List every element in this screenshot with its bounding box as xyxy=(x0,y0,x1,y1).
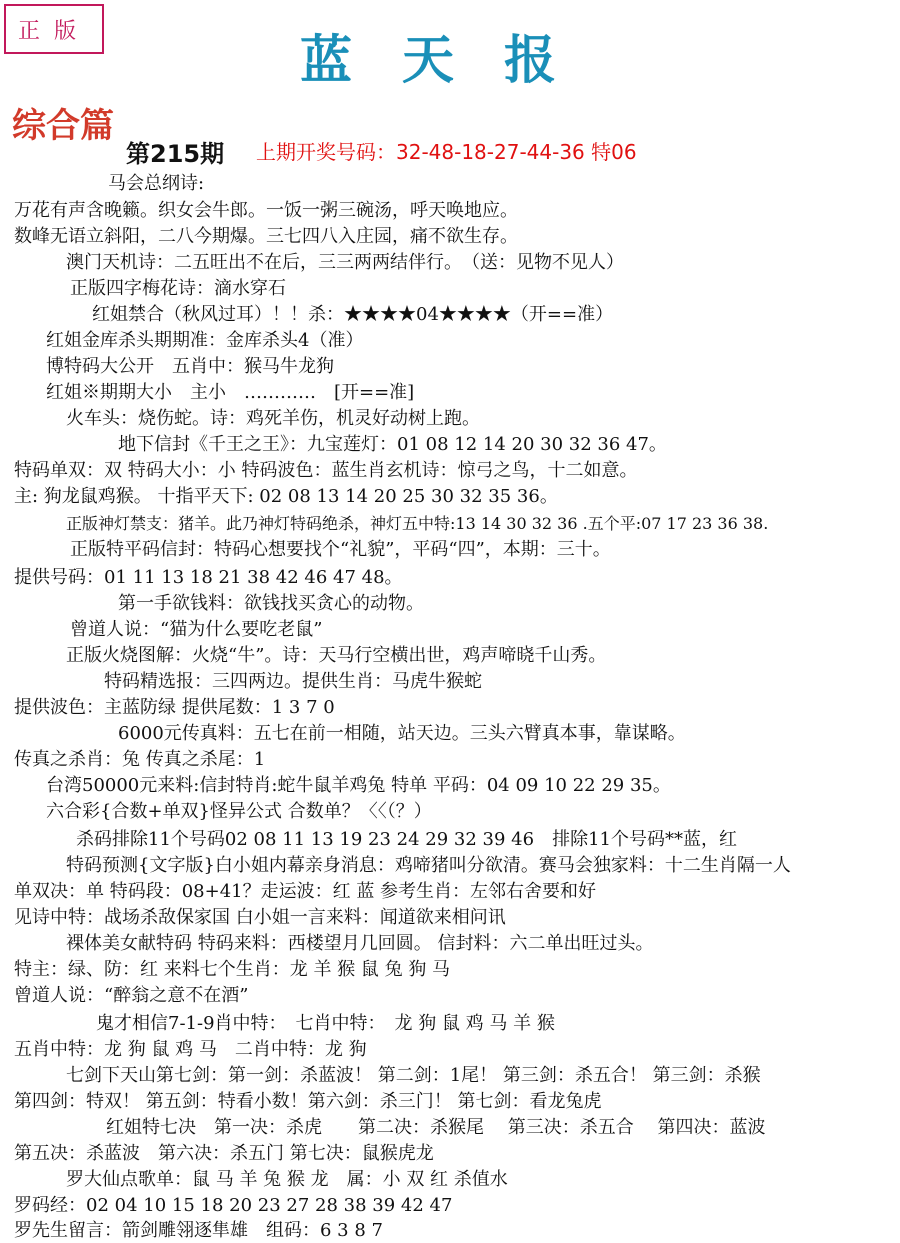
text-line: 正版火烧图解：火烧“牛”。诗：天马行空横出世，鸡声啼晓千山秀。 xyxy=(66,645,607,666)
text-line: 罗先生留言：箭剑雕翎逐隼雄 组码：6 3 8 7 xyxy=(14,1220,383,1241)
text-line: 曾道人说：“猫为什么要吃老鼠” xyxy=(70,619,323,640)
text-line: 红姐禁合（秋风过耳）！！杀：★★★★04★★★★（开==准） xyxy=(92,304,614,325)
text-line: 特码单双：双 特码大小：小 特码波色：蓝生肖玄机诗：惊弓之鸟，十二如意。 xyxy=(14,460,638,481)
text-line: 提供波色：主蓝防绿 提供尾数：1 3 7 0 xyxy=(14,697,335,718)
issue-number: 第215期 xyxy=(126,140,225,168)
text-line: 裸体美女献特码 特码来料：西楼望月几回圆。 信封料：六二单出旺过头。 xyxy=(66,933,654,954)
text-line: 杀码排除11个号码02 08 11 13 19 23 24 29 32 39 46 排除11个号码**蓝，红 xyxy=(76,829,737,850)
text-line: 特码预测{文字版}白小姐内幕亲身消息：鸡啼猪叫分欲清。赛马会独家料：十二生肖隔一人 xyxy=(66,855,791,876)
text-line: 五肖中特：龙 狗 鼠 鸡 马 二肖中特：龙 狗 xyxy=(14,1039,367,1060)
text-line: 见诗中特：战场杀敌保家国 白小姐一言来料：闻道欲来相问讯 xyxy=(14,907,506,928)
text-line: 罗大仙点歌单：鼠 马 羊 兔 猴 龙 属：小 双 红 杀值水 xyxy=(66,1169,508,1190)
text-line: 单双决：单 特码段：08+41？走运波：红 蓝 参考生肖：左邻右舍要和好 xyxy=(14,881,597,902)
text-line: 地下信封《千王之王》：九宝莲灯：01 08 12 14 20 30 32 36 47。 xyxy=(118,434,667,455)
text-line: 六合彩{合数+单双}怪异公式 合数单？〈〈（？） xyxy=(46,801,432,822)
text-line: 第五决：杀蓝波 第六决：杀五门 第七决：鼠猴虎龙 xyxy=(14,1143,434,1164)
text-line: 正版四字梅花诗：滴水穿石 xyxy=(70,278,286,299)
text-line: 罗码经：02 04 10 15 18 20 23 27 28 38 39 42 47 xyxy=(14,1195,453,1216)
newspaper-title: 蓝天报 xyxy=(300,31,607,91)
text-line: 马会总纲诗: xyxy=(108,173,205,194)
text-line: 6000元传真料：五七在前一相随，站天边。三头六臂真本事，靠谋略。 xyxy=(118,723,686,744)
text-line: 万花有声含晚籁。织女会牛郎。一饭一粥三碗汤，呼天唤地应。 xyxy=(14,200,518,221)
text-line: 第四剑：特双！ 第五剑：特看小数！第六剑：杀三门！ 第七剑：看龙兔虎 xyxy=(14,1091,602,1112)
text-line: 台湾50000元来料:信封特肖:蛇牛鼠羊鸡兔 特单 平码：04 09 10 22 29 35。 xyxy=(46,775,671,796)
text-line: 红姐特七决 第一决：杀虎 第二决：杀猴尾 第三决：杀五合 第四决：蓝波 xyxy=(106,1117,766,1138)
text-line: 数峰无语立斜阳，二八今期爆。三七四八入庄园，痛不欲生存。 xyxy=(14,226,518,247)
text-line: 曾道人说：“醉翁之意不在酒” xyxy=(14,985,249,1006)
text-line: 红姐※期期大小 主小 ………… [开==准] xyxy=(46,382,415,403)
text-line: 正版特平码信封：特码心想要找个“礼貌”，平码“四”，本期：三十。 xyxy=(70,539,611,560)
text-line: 红姐金库杀头期期准：金库杀头4（准） xyxy=(46,330,364,351)
genuine-badge: 正版 xyxy=(4,4,104,54)
text-line: 主: 狗龙鼠鸡猴。 十指平天下: 02 08 13 14 20 25 30 32 35 36。 xyxy=(14,486,558,507)
text-line: 澳门天机诗：二五旺出不在后，三三两两结伴行。 （送：见物不见人） xyxy=(66,252,624,273)
text-line: 特主：绿、防：红 来料七个生肖：龙 羊 猴 鼠 兔 狗 马 xyxy=(14,959,451,980)
text-line: 博特码大公开 五肖中：猴马牛龙狗 xyxy=(46,356,334,377)
text-line: 提供号码：01 11 13 18 21 38 42 46 47 48。 xyxy=(14,567,403,588)
section-title: 综合篇 xyxy=(12,106,114,146)
text-line: 鬼才相信7-1-9肖中特： 七肖中特： 龙 狗 鼠 鸡 马 羊 猴 xyxy=(96,1013,555,1034)
text-line: 特码精选报：三四两边。提供生肖：马虎牛猴蛇 xyxy=(104,671,482,692)
text-line: 七剑下天山第七剑：第一剑：杀蓝波！ 第二剑：1尾！ 第三剑：杀五合！ 第三剑：杀猴 xyxy=(66,1065,761,1086)
text-line: 火车头：烧伤蛇。诗：鸡死羊伤，机灵好动树上跑。 xyxy=(66,408,480,429)
text-line: 正版神灯禁支：猪羊。此乃神灯特码绝杀，神灯五中特:13 14 30 32 36 .五个平:07 17 23 36 38. xyxy=(66,514,769,533)
last-draw-numbers: 上期开奖号码：32-48-18-27-44-36 特06 xyxy=(256,140,637,164)
text-line: 传真之杀肖：兔 传真之杀尾：1 xyxy=(14,749,266,770)
text-line: 第一手欲钱料：欲钱找买贪心的动物。 xyxy=(118,593,424,614)
